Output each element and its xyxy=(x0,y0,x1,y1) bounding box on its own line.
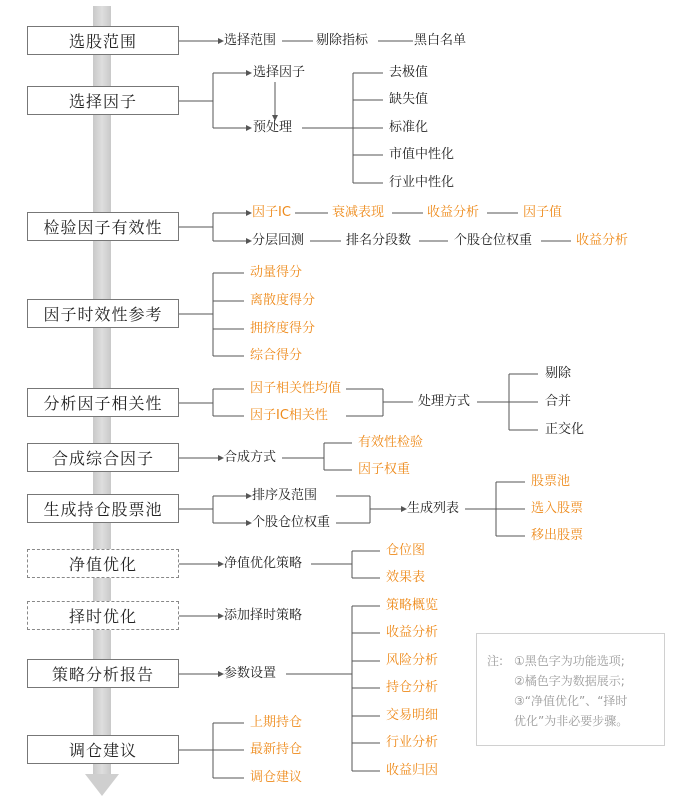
node-holding-analysis: 持仓分析 xyxy=(386,680,439,695)
node-orthogonalize: 正交化 xyxy=(545,422,585,437)
step-nav-optimization: 净值优化 xyxy=(27,549,179,578)
node-add-timing: 添加择时策略 xyxy=(224,608,303,623)
node-position-weight: 个股仓位权重 xyxy=(454,233,533,248)
node-validity-test: 有效性检验 xyxy=(358,435,424,450)
node-missing-values: 缺失值 xyxy=(389,92,429,107)
node-factor-value: 因子值 xyxy=(523,205,563,220)
node-cap-neutral: 市值中性化 xyxy=(389,147,455,162)
node-stock-pool: 股票池 xyxy=(531,474,571,489)
node-layered-backtest: 分层回测 xyxy=(252,233,305,248)
node-rebalance-advice: 调仓建议 xyxy=(250,770,303,785)
node-crowding-score: 拥挤度得分 xyxy=(250,321,316,336)
node-sort-range: 排序及范围 xyxy=(252,488,318,503)
node-preprocess: 预处理 xyxy=(253,120,293,135)
node-return-analysis-ic: 收益分析 xyxy=(427,205,480,220)
node-black-white-list: 黑白名单 xyxy=(414,33,467,48)
node-winsorize: 去极值 xyxy=(389,65,429,80)
note-line-1: ①黑色字为功能选项; xyxy=(514,654,625,668)
node-dispersion-score: 离散度得分 xyxy=(250,293,316,308)
node-remove-indicators: 剔除指标 xyxy=(316,33,369,48)
node-selected-stocks: 选入股票 xyxy=(531,501,584,516)
node-nav-strategy: 净值优化策略 xyxy=(224,556,303,571)
node-remove: 剔除 xyxy=(545,366,572,381)
step-synthesize-factor: 合成综合因子 xyxy=(27,443,179,472)
step-factor-timeliness: 因子时效性参考 xyxy=(27,299,179,328)
step-validate-factor: 检验因子有效性 xyxy=(27,212,179,241)
node-decay-performance: 衰减表现 xyxy=(332,205,385,220)
note-line-2: ②橘色字为数据展示; xyxy=(514,674,625,688)
node-generate-list: 生成列表 xyxy=(407,501,460,516)
node-effect-table: 效果表 xyxy=(386,570,426,585)
node-position-chart: 仓位图 xyxy=(386,543,426,558)
node-removed-stocks: 移出股票 xyxy=(531,528,584,543)
note-label: 注: xyxy=(487,654,504,668)
note-line-4: 优化”为非必要步骤。 xyxy=(514,714,629,728)
node-choose-factor: 选择因子 xyxy=(253,65,306,80)
node-ic-corr: 因子IC相关性 xyxy=(250,408,328,423)
step-stock-pool: 生成持仓股票池 xyxy=(27,494,179,523)
node-latest-holdings: 最新持仓 xyxy=(250,742,303,757)
note-line-3: ③“净值优化”、“择时 xyxy=(514,694,628,708)
node-rank-segments: 排名分段数 xyxy=(346,233,412,248)
step-select-factor: 选择因子 xyxy=(27,86,179,115)
node-select-range: 选择范围 xyxy=(224,33,277,48)
step-stock-range: 选股范围 xyxy=(27,26,179,55)
step-factor-correlation: 分析因子相关性 xyxy=(27,388,179,417)
step-timing-optimization: 择时优化 xyxy=(27,601,179,630)
node-industry-analysis: 行业分析 xyxy=(386,735,439,750)
node-param-settings: 参数设置 xyxy=(224,666,277,681)
node-corr-mean: 因子相关性均值 xyxy=(250,381,342,396)
node-factor-ic: 因子IC xyxy=(252,205,291,220)
node-return-analysis-layer: 收益分析 xyxy=(576,233,629,248)
node-industry-neutral: 行业中性化 xyxy=(389,175,455,190)
step-rebalance-advice: 调仓建议 xyxy=(27,735,179,764)
step-strategy-report: 策略分析报告 xyxy=(27,659,179,688)
node-synth-method: 合成方式 xyxy=(224,450,277,465)
node-handling-method: 处理方式 xyxy=(418,394,471,409)
node-standardize: 标准化 xyxy=(389,120,429,135)
node-return-analysis: 收益分析 xyxy=(386,625,439,640)
node-strategy-overview: 策略概览 xyxy=(386,598,439,613)
node-factor-weight: 因子权重 xyxy=(358,462,411,477)
node-momentum-score: 动量得分 xyxy=(250,265,303,280)
node-risk-analysis: 风险分析 xyxy=(386,653,439,668)
node-composite-score: 综合得分 xyxy=(250,348,303,363)
node-previous-holdings: 上期持仓 xyxy=(250,715,303,730)
legend-note xyxy=(476,633,665,746)
node-pool-position-weight: 个股仓位权重 xyxy=(252,515,331,530)
node-trade-details: 交易明细 xyxy=(386,708,439,723)
node-return-attribution: 收益归因 xyxy=(386,763,439,778)
node-merge: 合并 xyxy=(545,394,572,409)
